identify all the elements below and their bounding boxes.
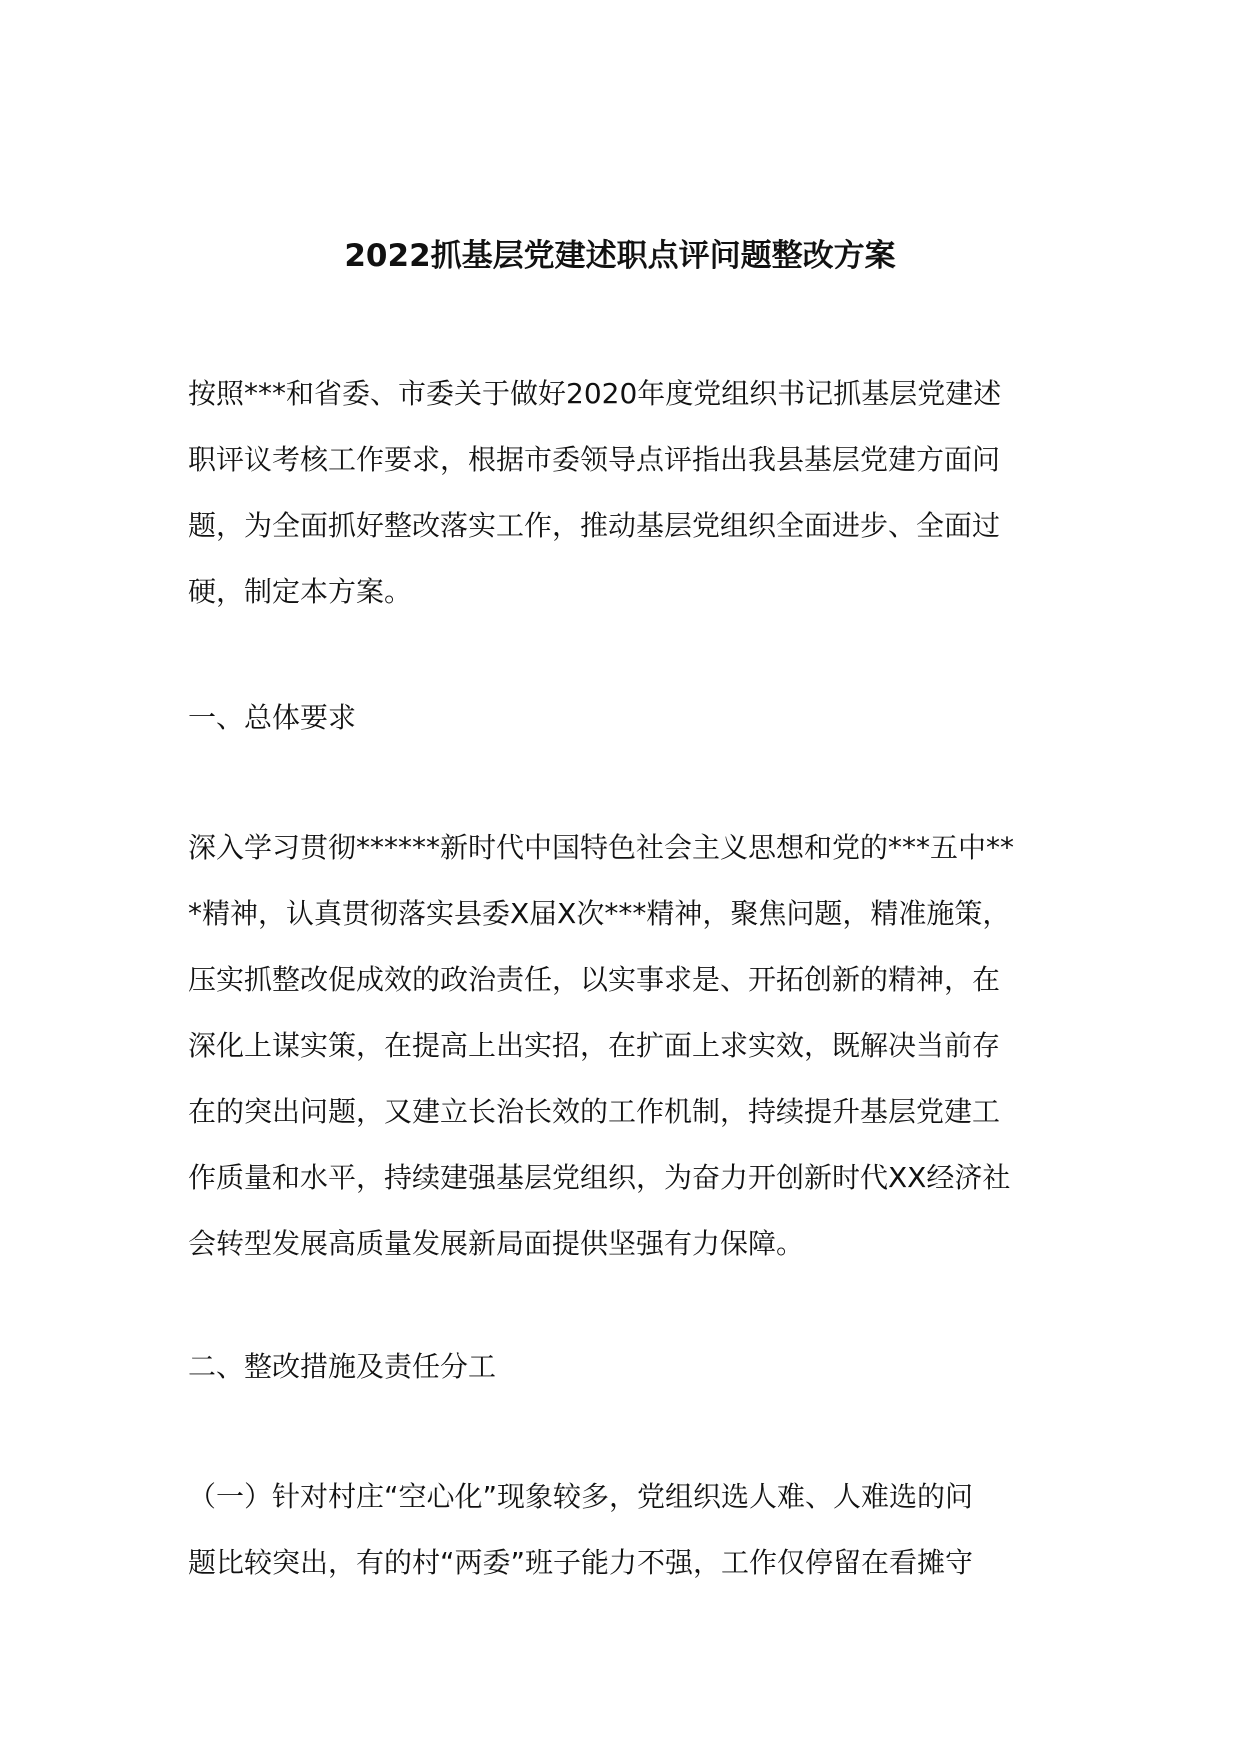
text-line: 题比较突出，有的村“两委”班子能力不强，工作仅停留在看摊守 (188, 1546, 974, 1579)
heading-text: 一、总体要求 (188, 701, 357, 734)
text-line: 硬，制定本方案。 (188, 575, 413, 608)
text-line: （一）针对村庄“空心化”现象较多，党组织选人难、人难选的问 (188, 1480, 974, 1513)
text-line: 深入学习贯彻******新时代中国特色社会主义思想和党的***五中** (188, 831, 1015, 864)
text-line: *精神，认真贯彻落实县委X届X次***精神，聚焦问题，精准施策， (188, 897, 1011, 930)
text-line: 会转型发展高质量发展新局面提供坚强有力保障。 (188, 1227, 805, 1260)
intro-paragraph (188, 361, 1068, 625)
section-heading-overall-requirements (188, 685, 1068, 751)
text-line: 深化上谋实策，在提高上出实招，在扩面上求实效，既解决当前存 (188, 1029, 1001, 1062)
text-line: 题，为全面抓好整改落实工作，推动基层党组织全面进步、全面过 (188, 509, 1001, 542)
document-title: 2022抓基层党建述职点评问题整改方案 (344, 238, 896, 274)
text-line: 职评议考核工作要求，根据市委领导点评指出我县基层党建方面问 (188, 443, 1001, 476)
heading-text: 二、整改措施及责任分工 (188, 1350, 497, 1383)
overall-requirements-paragraph (188, 815, 1068, 1277)
text-line: 压实抓整改促成效的政治责任，以实事求是、开拓创新的精神，在 (188, 963, 1001, 996)
text-line: 在的突出问题，又建立长治长效的工作机制，持续提升基层党建工 (188, 1095, 1001, 1128)
text-line: 作质量和水平，持续建强基层党组织，为奋力开创新时代XX经济社 (188, 1161, 1011, 1194)
measure-one-paragraph (188, 1464, 1068, 1596)
text-line: 按照***和省委、市委关于做好2020年度党组织书记抓基层党建述 (188, 377, 1002, 410)
section-heading-measures (188, 1334, 1068, 1400)
